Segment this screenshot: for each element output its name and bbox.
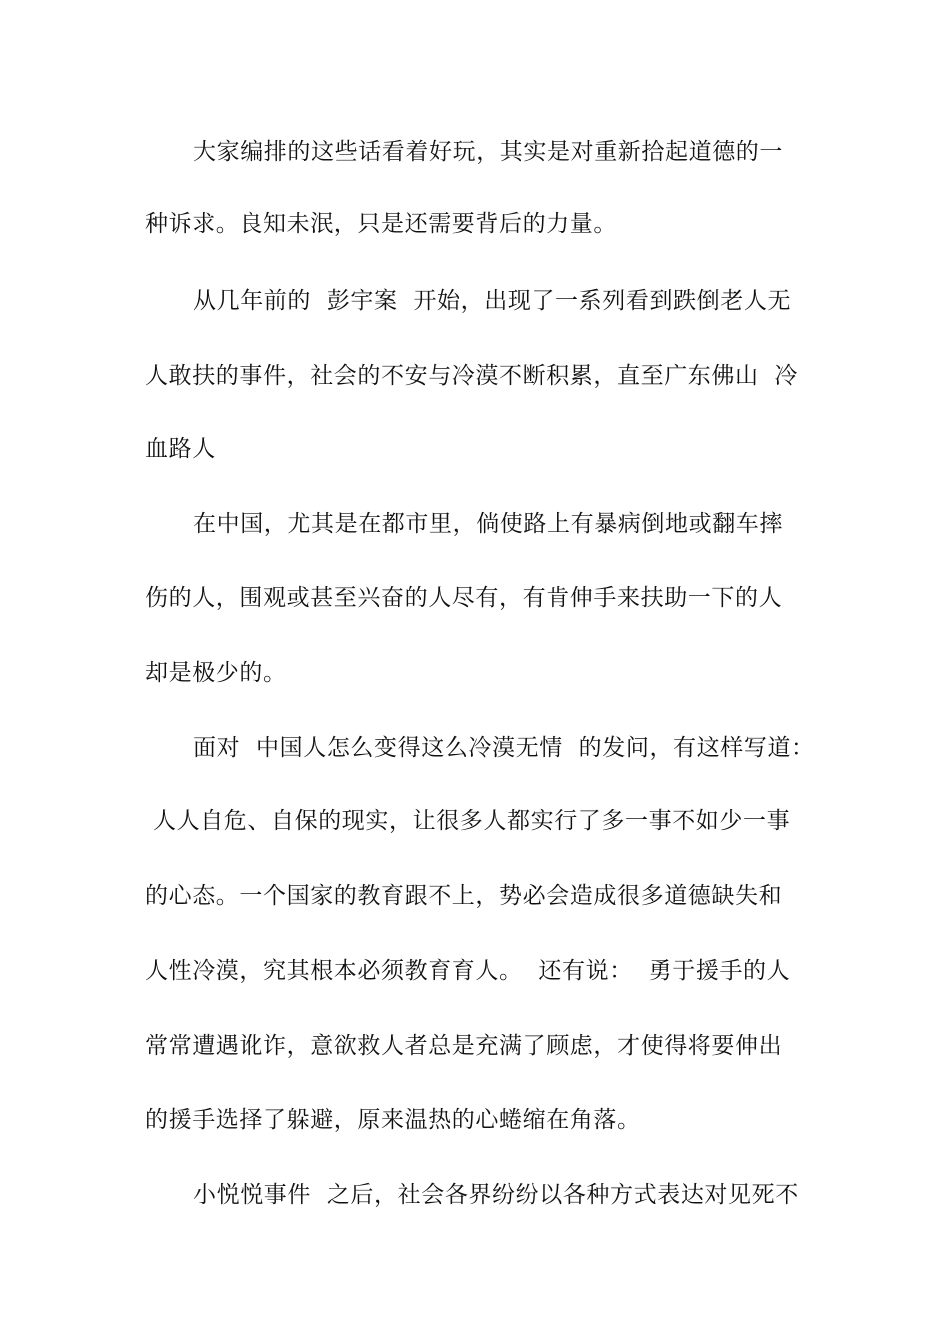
text-line: 常常遭遇讹诈，意欲救人者总是充满了顾虑，才使得将要伸出: [145, 1033, 783, 1059]
text-line: 面对 中国人怎么变得这么冷漠无情 的发问，有这样写道：: [193, 735, 815, 761]
text-line: 大家编排的这些话看着好玩，其实是对重新拾起道德的一: [193, 139, 783, 165]
text-line: 人敢扶的事件，社会的不安与冷漠不断积累，直至广东佛山 冷: [145, 363, 799, 389]
text-line: 却是极少的。: [145, 660, 287, 686]
text-line: 伤的人，围观或甚至兴奋的人尽有，有肯伸手来扶助一下的人: [145, 585, 783, 611]
text-line: 人性冷漠，究其根本必须教育育人。 还有说： 勇于援手的人: [145, 958, 791, 984]
text-line: 种诉求。良知未泯，只是还需要背后的力量。: [145, 211, 617, 237]
text-line: 的心态。一个国家的教育跟不上，势必会造成很多道德缺失和: [145, 883, 783, 909]
text-line: 血路人: [145, 436, 216, 462]
text-line: 在中国，尤其是在都市里，倘使路上有暴病倒地或翻车摔: [193, 511, 783, 537]
text-line: 的援手选择了躲避，原来温热的心蜷缩在角落。: [145, 1107, 641, 1133]
text-line: 人人自危、自保的现实，让很多人都实行了多一事不如少一事: [153, 808, 791, 834]
text-line: 小悦悦事件 之后，社会各界纷纷以各种方式表达对见死不: [193, 1182, 799, 1208]
text-line: 从几年前的 彭宇案 开始，出现了一系列看到跌倒老人无: [193, 288, 792, 314]
